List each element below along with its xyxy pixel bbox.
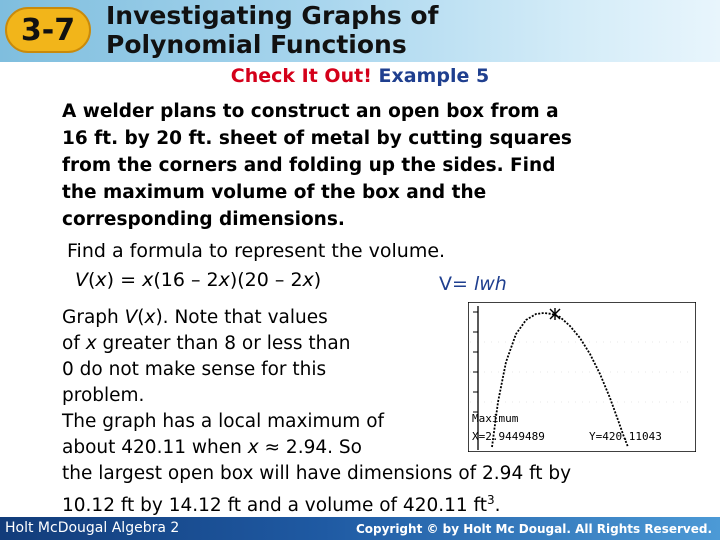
lesson-title-line2: Polynomial Functions (106, 30, 407, 59)
formula-var: x (218, 269, 230, 291)
check-it-out-label: Check It Out! (230, 65, 372, 87)
graph-line: Graph V(x). Note that values (62, 307, 328, 328)
example-number: Example 5 (378, 65, 490, 87)
header-bar (0, 0, 720, 62)
calc-label: Maximum (472, 412, 519, 425)
graph-line: of x greater than 8 or less than (62, 333, 351, 354)
formula-part: (16 – 2 (153, 269, 219, 291)
formula-part: ) (313, 269, 322, 291)
calculator-screen (468, 302, 696, 452)
problem-statement (62, 98, 702, 233)
conclusion-line: the largest open box will have dimensions of 2.94 ft by (62, 463, 572, 484)
lesson-title-line1: Investigating Graphs of (106, 1, 439, 30)
problem-line: corresponding dimensions. (62, 209, 345, 230)
footer-book-title: Holt McDougal Algebra 2 (5, 520, 180, 536)
lwh-lhs: V (439, 273, 452, 295)
graph-line: The graph has a local maximum of (62, 411, 385, 432)
problem-line: 16 ft. by 20 ft. sheet of metal by cutting squares (62, 128, 572, 149)
formula-var: x (95, 269, 107, 291)
graph-line: problem. (62, 385, 145, 406)
conclusion-line: 10.12 ft by 14.12 ft and a volume of 420.11 $ft^3$. (62, 493, 501, 517)
footer-bar (0, 517, 720, 540)
volume-formula: V(x) = x(16 – 2x)(20 – 2x) (75, 269, 322, 291)
calculator-graph (468, 302, 696, 452)
problem-line: from the corners and folding up the sides. Find (62, 155, 556, 176)
problem-line: the maximum volume of the box and the (62, 182, 487, 203)
formula-var: x (302, 269, 314, 291)
graph-line: about 420.11 when x ≈ 2.94. So (62, 437, 362, 458)
formula-var: x (142, 269, 154, 291)
lwh-eq: = (452, 273, 474, 295)
lwh-rhs: lwh (473, 273, 507, 295)
calc-x-readout: X=2.9449489 (472, 430, 545, 443)
calc-y-readout: Y=420.11043 (589, 430, 662, 443)
cubic-exponent: 3 (487, 493, 495, 507)
volume-definition (439, 271, 507, 297)
formula-prompt: Find a formula to represent the volume. (67, 240, 446, 262)
formula-part: )(20 – 2 (229, 269, 303, 291)
lesson-title (106, 1, 526, 59)
formula-eq: = (114, 269, 143, 291)
formula-fn: V (75, 269, 88, 291)
footer-copyright: Copyright © by Holt Mc Dougal. All Rights Reserved. (355, 522, 712, 536)
lesson-number-badge: 3-7 (5, 7, 91, 53)
problem-line: A welder plans to construct an open box from a (62, 101, 559, 122)
graph-line: 0 do not make sense for this (62, 359, 327, 380)
conclusion (62, 461, 712, 519)
example-heading (0, 64, 720, 88)
graph-explanation (62, 305, 462, 461)
